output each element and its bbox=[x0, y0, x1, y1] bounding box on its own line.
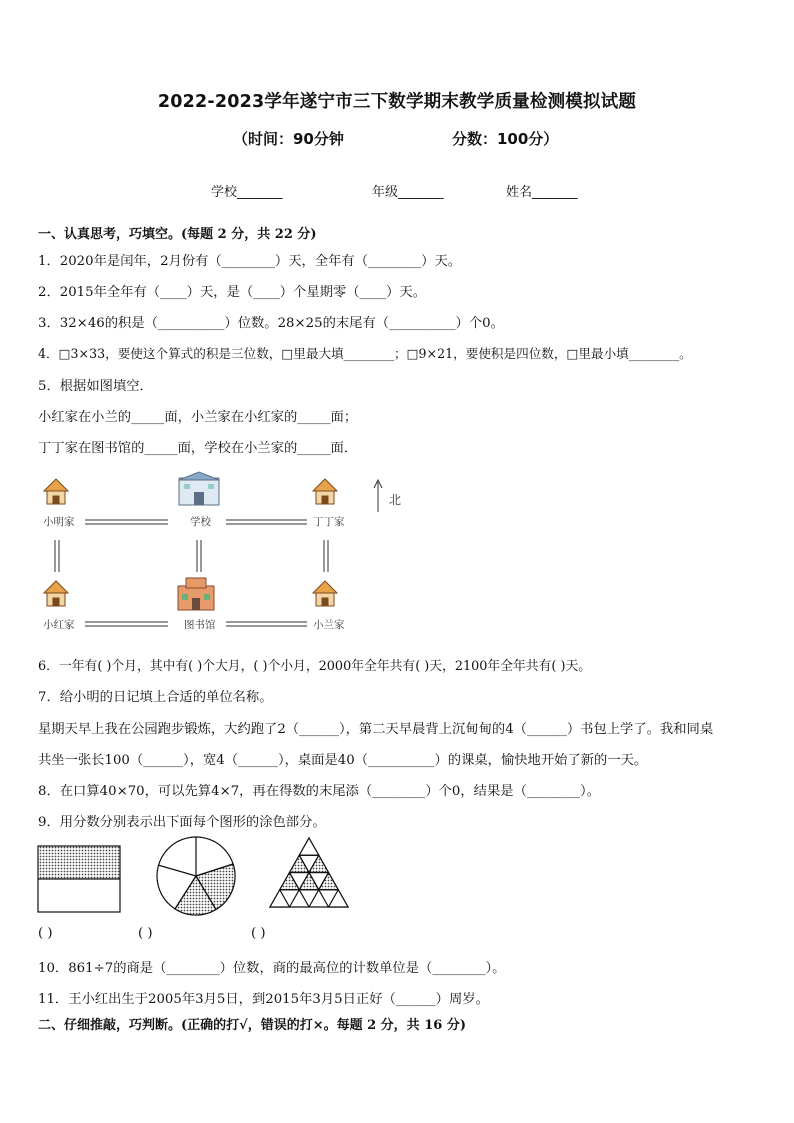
question-3: 3．32×46的积是（__________）位数。28×25的末尾有（__________）个0。 bbox=[38, 316, 504, 331]
answer-blank-2[interactable]: ( ) bbox=[138, 926, 153, 941]
question-5: 5．根据如图填空． bbox=[38, 379, 153, 394]
map-label-library: 图书馆 bbox=[184, 619, 216, 631]
exam-score: 分数：100分） bbox=[452, 130, 559, 148]
map-label-dingding-home: 丁丁家 bbox=[313, 516, 345, 528]
section-1-heading: 一、认真思考，巧填空。(每题 2 分，共 22 分) bbox=[38, 227, 317, 242]
question-7-line-2: 共坐一张长100（______），宽4（______），桌面是40（__________）的课桌，愉快地开始了新的一天。 bbox=[38, 753, 648, 768]
question-9: 9．用分数分别表示出下面每个图形的涂色部分。 bbox=[38, 815, 326, 830]
triangle-shape bbox=[270, 838, 348, 907]
question-10: 10．861÷7的商是（________）位数，商的最高位的计数单位是（________）。 bbox=[38, 961, 506, 976]
answer-blank-1[interactable]: ( ) bbox=[38, 926, 53, 941]
section-2-heading: 二、仔细推敲，巧判断。(正确的打√，错误的打×。每题 2 分，共 16 分) bbox=[38, 1018, 466, 1033]
question-6: 6．一年有( )个月，其中有( )个大月，( )个小月，2000年全年共有( )天，2100年全年共有( )天。 bbox=[38, 659, 592, 674]
question-5-line-1: 小红家在小兰的_____面，小兰家在小红家的_____面； bbox=[38, 410, 358, 425]
rectangle-shape bbox=[38, 846, 120, 912]
grade-field[interactable]: 年级_______ bbox=[372, 185, 444, 200]
map-label-xiaohong-home: 小红家 bbox=[43, 619, 75, 631]
question-1: 1．2020年是闰年，2月份有（________）天，全年有（________）天。 bbox=[38, 254, 462, 269]
question-11: 11．王小红出生于2005年3月5日，到2015年3月5日正好（______）周岁。 bbox=[38, 992, 489, 1007]
answer-blank-3[interactable]: ( ) bbox=[251, 926, 266, 941]
school-field[interactable]: 学校_______ bbox=[211, 185, 283, 200]
page-title: 2022-2023学年遂宁市三下数学期末教学质量检测模拟试题 bbox=[157, 92, 637, 112]
map-label-school: 学校 bbox=[190, 516, 211, 528]
map-label-xiaoming-home: 小明家 bbox=[43, 516, 75, 528]
north-label: 北 bbox=[389, 493, 402, 507]
question-8: 8．在口算40×70，可以先算4×7，再在得数的末尾添（________）个0，结果是（________）。 bbox=[38, 784, 600, 799]
exam-time: （时间：90分钟 bbox=[233, 130, 344, 148]
map-label-xiaolan-home: 小兰家 bbox=[313, 619, 345, 631]
question-5-line-2: 丁丁家在图书馆的_____面，学校在小兰家的_____面． bbox=[38, 441, 358, 456]
question-4: 4．□3×33，要使这个算式的积是三位数，□里最大填________；□9×21，要使积是四位数，□里最小填________。 bbox=[38, 346, 692, 361]
question-2: 2．2015年全年有（____）天，是（____）个星期零（____）天。 bbox=[38, 285, 427, 300]
question-7: 7．给小明的日记填上合适的单位名称。 bbox=[38, 690, 273, 705]
circle-shape bbox=[157, 837, 235, 915]
name-field[interactable]: 姓名_______ bbox=[506, 185, 578, 200]
question-7-line-1: 星期天早上我在公园跑步锻炼，大约跑了2（______），第二天早晨背上沉甸甸的4（______）书包上学了。我和同桌 bbox=[38, 722, 714, 737]
